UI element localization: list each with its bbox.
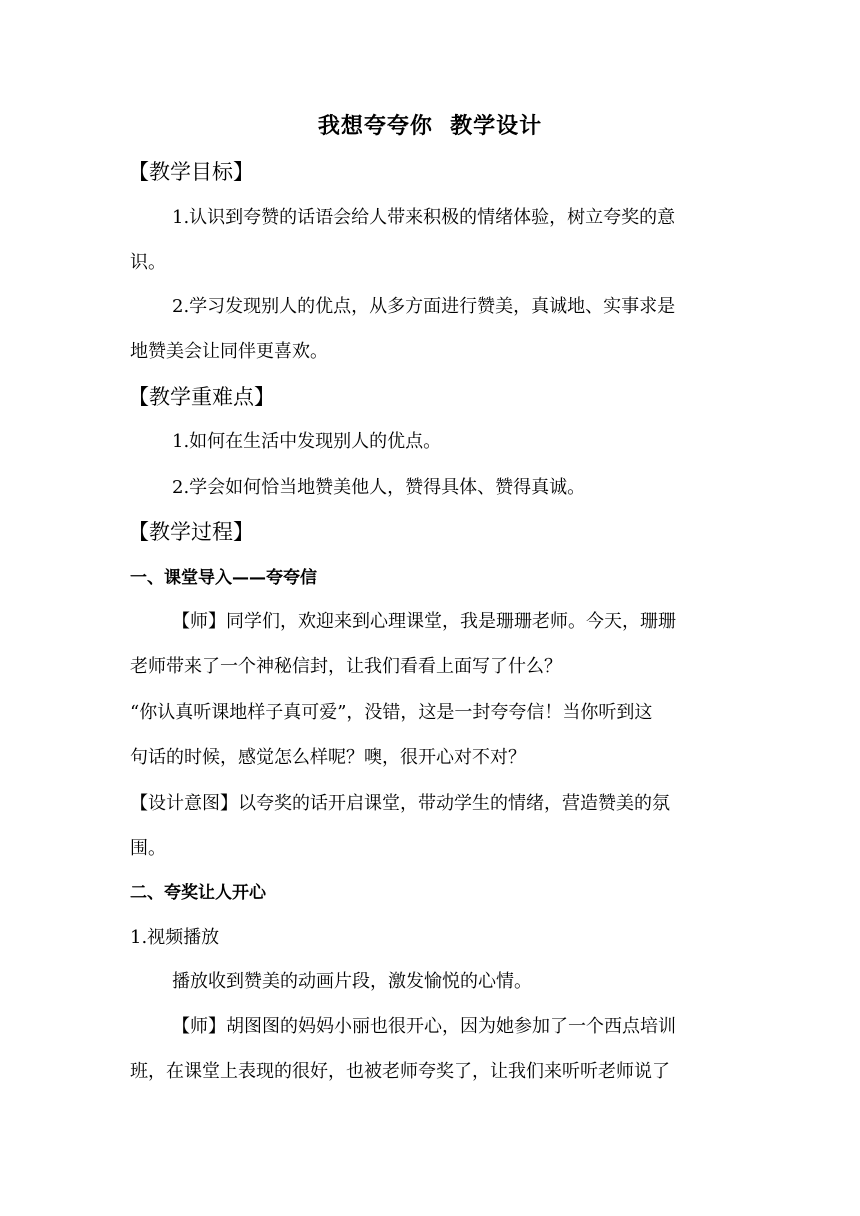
part-1-paragraph-2-line-1: “你认真听课地样子真可爱”，没错，这是一封夸夸信！当你听到这 xyxy=(130,702,653,723)
part-2-paragraph-1: 播放收到赞美的动画片段，激发愉悦的心情。 xyxy=(172,971,532,992)
design-intent-line-2: 围。 xyxy=(130,838,166,859)
part-2-paragraph-2-line-2: 班，在课堂上表现的很好，也被老师夸奖了，让我们来听听老师说了 xyxy=(130,1061,670,1082)
document-title: 我想夸夸你 教学设计 xyxy=(317,114,543,139)
key-point-1: 1.如何在生活中发现别人的优点。 xyxy=(172,431,442,452)
part-1-heading: 一、课堂导入——夸夸信 xyxy=(130,568,317,588)
part-1-paragraph-1-line-2: 老师带来了一个神秘信封，让我们看看上面写了什么？ xyxy=(130,656,562,677)
part-2-subheading-video: 1.视频播放 xyxy=(130,927,220,948)
part-2-paragraph-2-line-1: 【师】胡图图的妈妈小丽也很开心，因为她参加了一个西点培训 xyxy=(172,1016,676,1037)
objective-2-line-1: 2.学习发现别人的优点，从多方面进行赞美，真诚地、实事求是 xyxy=(172,296,676,317)
part-2-heading: 二、夸奖让人开心 xyxy=(130,883,266,903)
objective-1-line-2: 识。 xyxy=(130,252,166,273)
section-heading-process: 【教学过程】 xyxy=(128,520,254,544)
key-point-2: 2.学会如何恰当地赞美他人，赞得具体、赞得真诚。 xyxy=(172,477,586,498)
objective-2-line-2: 地赞美会让同伴更喜欢。 xyxy=(130,341,328,362)
part-1-paragraph-1-line-1: 【师】同学们，欢迎来到心理课堂，我是珊珊老师。今天，珊珊 xyxy=(172,611,676,632)
section-heading-key-points: 【教学重难点】 xyxy=(128,385,275,409)
part-1-paragraph-2-line-2: 句话的时候，感觉怎么样呢？噢，很开心对不对？ xyxy=(130,747,526,768)
section-heading-objectives: 【教学目标】 xyxy=(128,160,254,184)
design-intent-line-1: 【设计意图】以夸奖的话开启课堂，带动学生的情绪，营造赞美的氛 xyxy=(130,793,670,814)
objective-1-line-1: 1.认识到夸赞的话语会给人带来积极的情绪体验，树立夸奖的意 xyxy=(172,207,676,228)
